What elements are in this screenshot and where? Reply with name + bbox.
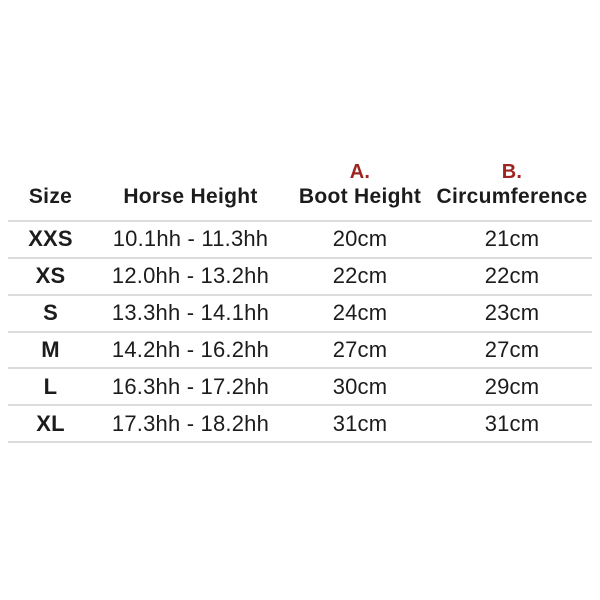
circumference-value: 21cm [484, 226, 540, 252]
size-label: S [43, 300, 58, 326]
column-header-circumference [432, 160, 592, 209]
column-header-boot-height-letter: A. [349, 160, 371, 183]
horse-height-value: 14.2hh - 16.2hh [111, 336, 270, 362]
boot-height-value: 24cm [332, 300, 388, 326]
circumference-value: 22cm [484, 263, 540, 289]
column-header-circumference-label: Circumference [436, 184, 588, 208]
horse-height-value: 16.3hh - 17.2hh [111, 373, 270, 399]
circumference-value: 27cm [484, 336, 540, 362]
circumference-value: 23cm [484, 300, 540, 326]
table-row-l [8, 369, 592, 406]
boot-height-value: 31cm [332, 410, 388, 436]
boot-height-value: 30cm [332, 373, 388, 399]
horse-height-value: 10.1hh - 11.3hh [112, 226, 269, 252]
column-header-circumference-letter: B. [501, 160, 523, 183]
table-header-row [8, 150, 592, 222]
horse-height-value: 12.0hh - 13.2hh [111, 263, 270, 289]
circumference-value: 31cm [484, 410, 540, 436]
table-row-xxs [8, 222, 592, 259]
boot-height-value: 22cm [332, 263, 388, 289]
table-row-xs [8, 259, 592, 296]
size-label: M [41, 336, 60, 362]
size-label: L [43, 373, 58, 399]
table-row-m [8, 333, 592, 370]
horse-height-value: 13.3hh - 14.1hh [111, 300, 270, 326]
size-label: XL [36, 410, 65, 436]
boot-height-value: 27cm [332, 336, 388, 362]
column-header-size [8, 184, 93, 209]
boot-size-chart-table [8, 150, 592, 443]
size-label: XXS [28, 226, 73, 252]
column-header-horse-height-label: Horse Height [123, 184, 258, 208]
size-label: XS [35, 263, 66, 289]
column-header-size-label: Size [28, 184, 73, 208]
column-header-boot-height-label: Boot Height [298, 184, 422, 208]
table-row-s [8, 296, 592, 333]
boot-height-value: 20cm [332, 226, 388, 252]
table-row-xl [8, 406, 592, 443]
column-header-horse-height [93, 184, 288, 209]
column-header-boot-height [288, 160, 432, 209]
circumference-value: 29cm [484, 373, 540, 399]
horse-height-value: 17.3hh - 18.2hh [111, 410, 270, 436]
